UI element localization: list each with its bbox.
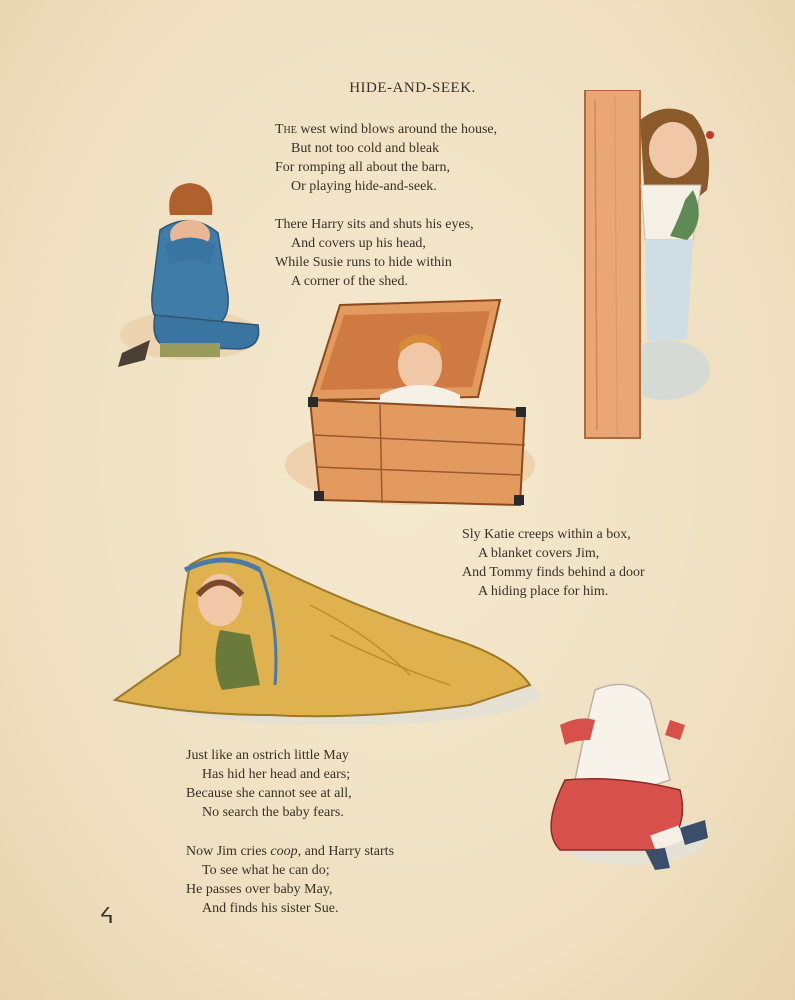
- verse-line: No search the baby fears.: [202, 805, 344, 820]
- verse-line: For romping all about the barn,: [275, 160, 450, 175]
- verse-line: Sly Katie creeps within a box,: [462, 527, 631, 542]
- verse-line: And finds his sister Sue.: [202, 901, 339, 916]
- stanza-1: [275, 120, 497, 196]
- girl-behind-door-illustration: [575, 90, 725, 440]
- blanket-boy-illustration: [110, 545, 540, 730]
- baby-covering-head-illustration: [540, 680, 715, 875]
- child-in-crate-illustration: [280, 295, 540, 515]
- verse-line: A corner of the shed.: [291, 274, 409, 289]
- verse-line: To see what he can do;: [202, 863, 330, 878]
- verse-text: , and Harry starts: [297, 844, 395, 859]
- page-title: HIDE-AND-SEEK.: [349, 80, 476, 96]
- verse-line: Just like an ostrich little May: [186, 748, 349, 763]
- stanza-4: [186, 746, 352, 822]
- drop-word: The: [275, 122, 297, 137]
- verse-line: A blanket covers Jim,: [478, 546, 600, 561]
- emphasis-word: coop: [270, 844, 298, 859]
- verse-line: [186, 842, 394, 861]
- verse-line: Or playing hide-and-seek.: [291, 179, 437, 194]
- verse-line: While Susie runs to hide within: [275, 255, 452, 270]
- verse-line: A hiding place for him.: [478, 584, 609, 599]
- verse-text: west wind blows around the house,: [296, 122, 498, 137]
- verse-line: [275, 120, 497, 139]
- verse-line: There Harry sits and shuts his eyes,: [275, 217, 474, 232]
- verse-line: He passes over baby May,: [186, 882, 333, 897]
- verse-line: And Tommy finds behind a door: [462, 565, 645, 580]
- verse-line: But not too cold and bleak: [291, 141, 440, 156]
- kneeling-boy-illustration: [110, 175, 270, 375]
- page-mark: ᔦ: [100, 903, 114, 928]
- verse-text: Now Jim cries: [186, 844, 271, 859]
- stanza-2: [275, 215, 474, 291]
- verse-line: And covers up his head,: [291, 236, 426, 251]
- verse-line: Because she cannot see at all,: [186, 786, 352, 801]
- verse-line: Has hid her head and ears;: [202, 767, 351, 782]
- stanza-5: [186, 842, 394, 918]
